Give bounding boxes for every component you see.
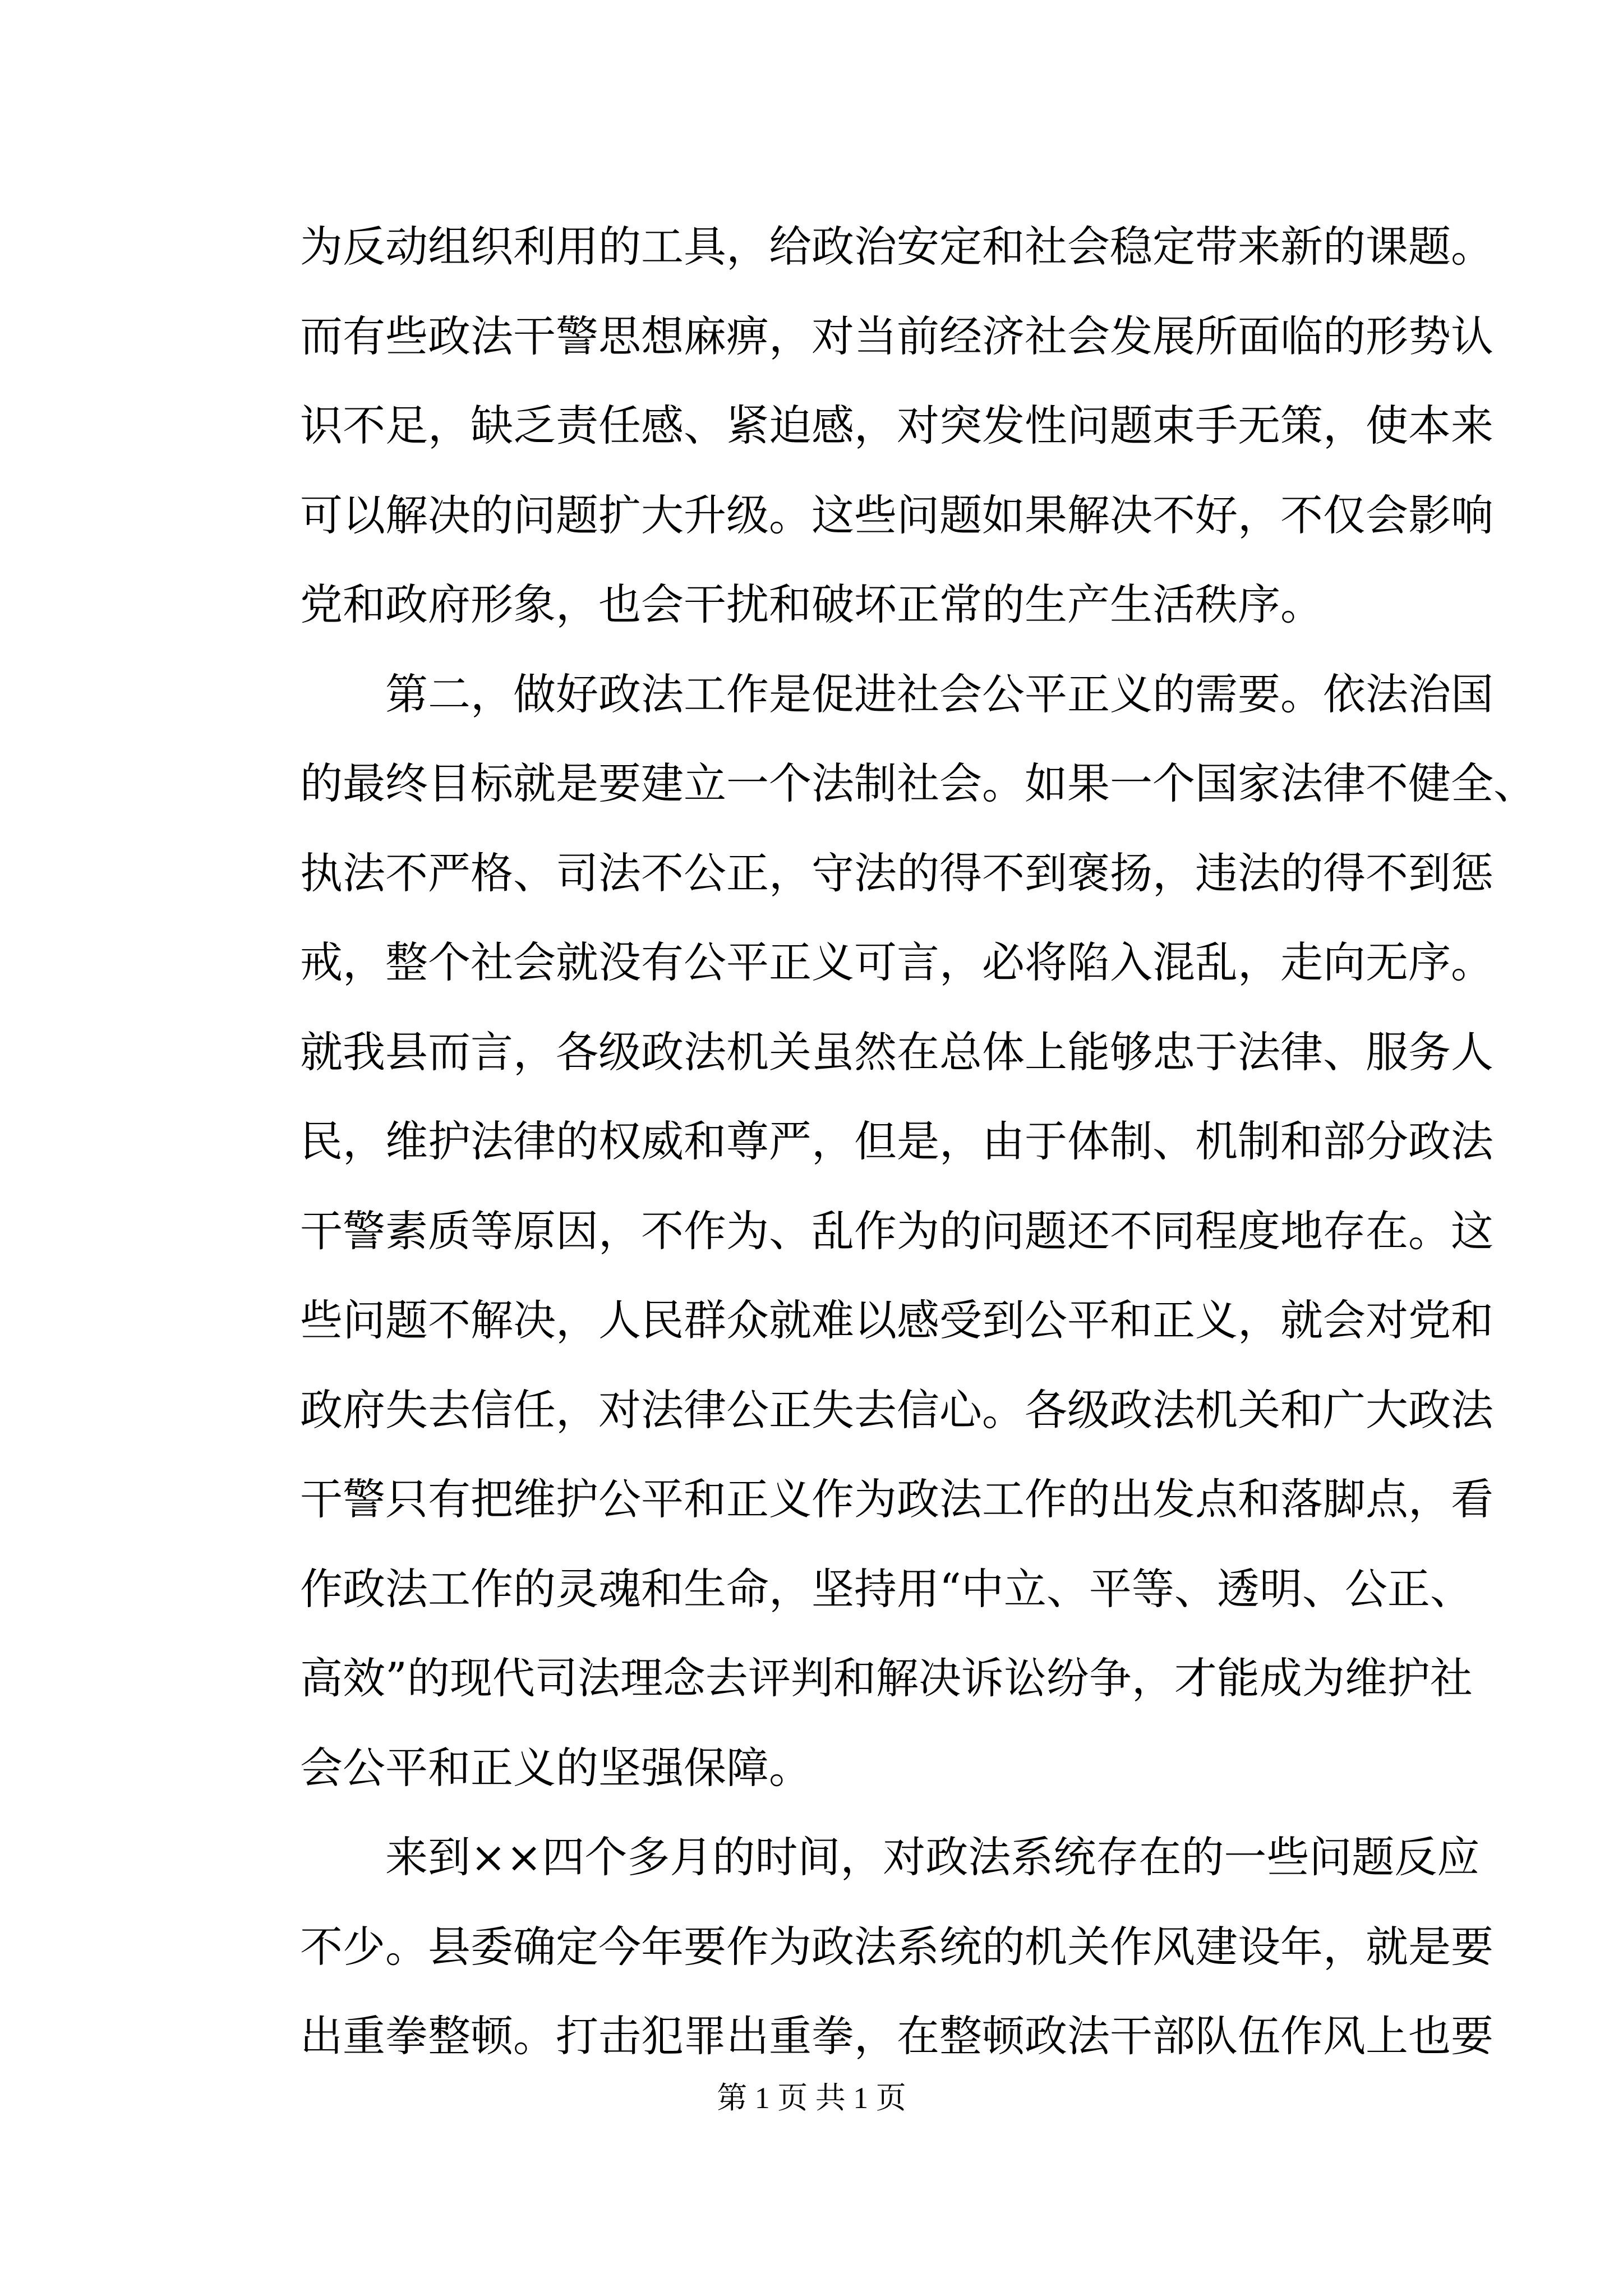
text-line: 些问题不解决，人民群众就难以感受到公平和正义，就会对党和: [300, 1295, 1493, 1345]
paragraph: [300, 650, 1536, 1813]
text-line: 党和政府形象，也会干扰和破坏正常的生产生活秩序。: [300, 579, 1323, 629]
text-line: 作政法工作的灵魂和生命，坚持用“中立、平等、透明、公正、: [300, 1563, 1473, 1614]
text-line: 为反动组织利用的工具，给政治安定和社会稳定带来新的课题。: [300, 222, 1493, 272]
text-line: 执法不严格、司法不公正，守法的得不到褒扬，违法的得不到惩: [300, 848, 1493, 898]
text-line: 出重拳整顿。打击犯罪出重拳，在整顿政法干部队伍作风上也要: [300, 2011, 1493, 2061]
text-line: 不少。县委确定今年要作为政法系统的机关作风建设年，就是要: [300, 1921, 1493, 1972]
paragraph: [300, 1812, 1493, 2081]
text-line: 可以解决的问题扩大升级。这些问题如果解决不好，不仅会影响: [300, 490, 1493, 540]
text-line: 第二，做好政法工作是促进社会公平正义的需要。依法治国: [385, 669, 1493, 719]
document-body: [300, 202, 1536, 2081]
text-line: 干警只有把维护公平和正义作为政法工作的出发点和落脚点，看: [300, 1474, 1493, 1524]
text-line: 的最终目标就是要建立一个法制社会。如果一个国家法律不健全、: [300, 758, 1536, 808]
text-line: 就我县而言，各级政法机关虽然在总体上能够忠于法律、服务人: [300, 1027, 1493, 1077]
text-line: 会公平和正义的坚强保障。: [300, 1742, 811, 1793]
text-line: 而有些政法干警思想麻痹，对当前经济社会发展所面临的形势认: [300, 311, 1493, 361]
text-line: 干警素质等原因，不作为、乱作为的问题还不同程度地存在。这: [300, 1205, 1493, 1256]
text-line: 来到××四个多月的时间，对政法系统存在的一些问题反应: [385, 1832, 1480, 1882]
text-line: 政府失去信任，对法律公正失去信心。各级政法机关和广大政法: [300, 1384, 1493, 1435]
text-line: 戒，整个社会就没有公平正义可言，必将陷入混乱，走向无序。: [300, 937, 1493, 987]
page-footer: [0, 2076, 1623, 2120]
text-line: 高效”的现代司法理念去评判和解决诉讼纷争，才能成为维护社: [300, 1653, 1473, 1703]
text-line: 民，维护法律的权威和尊严，但是，由于体制、机制和部分政法: [300, 1116, 1493, 1166]
text-line: 识不足，缺乏责任感、紧迫感，对突发性问题束手无策，使本来: [300, 401, 1493, 450]
page-number-label: 第 1 页 共 1 页: [717, 2081, 906, 2115]
paragraph: [300, 202, 1493, 650]
